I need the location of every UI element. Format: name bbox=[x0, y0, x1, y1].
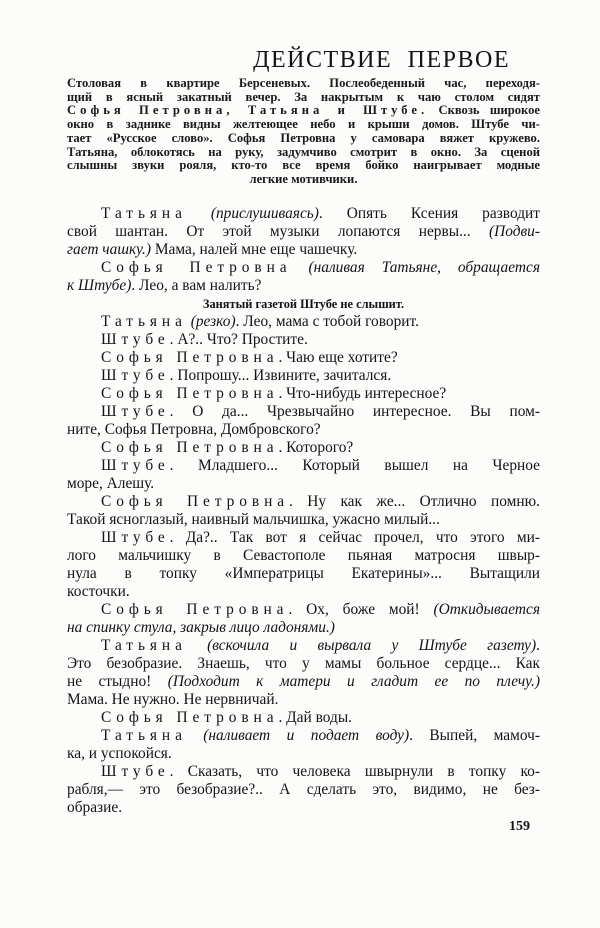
text: Такой ясноглазый, наивный мальчишка, ужасно милый... bbox=[67, 511, 440, 528]
text: щий в ясный закатный вечер. За накрытым к чаю столом сидят bbox=[67, 89, 540, 104]
text: не стыдно! bbox=[67, 673, 168, 690]
page-number: 159 bbox=[509, 819, 530, 834]
stage-remark: (Подходит к матери и гладит ее по плечу.) bbox=[167, 673, 540, 690]
text-line bbox=[67, 205, 540, 223]
speaker-name: Софья Петровна bbox=[101, 439, 279, 456]
speech-paragraph bbox=[67, 349, 540, 367]
text-line bbox=[67, 619, 540, 637]
speech-paragraph bbox=[67, 439, 540, 457]
text: . Выпей, мамоч- bbox=[409, 727, 540, 744]
text-line bbox=[67, 313, 540, 331]
text-line bbox=[67, 637, 540, 655]
speaker-name: Штубе bbox=[101, 403, 170, 420]
text: ка, и успокойся. bbox=[67, 745, 172, 762]
text-line bbox=[67, 367, 540, 385]
speaker-name: Штубе bbox=[101, 367, 170, 384]
text-line bbox=[67, 457, 540, 475]
text: рабля,— это безобразие?.. А сделать это, видимо, не без- bbox=[67, 781, 540, 798]
text: Мама, налей мне еще чашечку. bbox=[150, 241, 358, 258]
text-line bbox=[67, 781, 540, 799]
text-line bbox=[67, 709, 540, 727]
text-line bbox=[67, 745, 540, 763]
text: . Сказать, что человека швырнули в топку ко- bbox=[169, 763, 540, 780]
play-dialogue bbox=[67, 205, 540, 817]
text: . Лео, мама с тобой говорит. bbox=[235, 313, 419, 330]
speaker-name: Штубе bbox=[101, 529, 170, 546]
stage-direction-line bbox=[67, 104, 540, 118]
speech-paragraph bbox=[67, 367, 540, 385]
speech-paragraph bbox=[67, 385, 540, 403]
text-line bbox=[67, 259, 540, 277]
text-line bbox=[67, 583, 540, 601]
speaker-name: Софья Петровна bbox=[101, 601, 289, 618]
text: . Что-нибудь интересное? bbox=[278, 385, 447, 402]
stage-remark: (вскочила и вырвала у Штубе газету) bbox=[186, 637, 537, 654]
stage-remark: (Подви- bbox=[488, 223, 540, 240]
text: . Которого? bbox=[278, 439, 354, 456]
stage-remark: к Штубе) bbox=[67, 277, 132, 294]
speech-paragraph bbox=[67, 331, 540, 349]
text-line bbox=[67, 493, 540, 511]
stage-remark: на спинку стула, закрыв лицо ладонями.) bbox=[67, 619, 335, 636]
text: море, Алешу. bbox=[67, 475, 155, 492]
stage-direction-line bbox=[67, 118, 540, 132]
stage-remark: (наливает и подает воду) bbox=[186, 727, 410, 744]
speaker-name: Татьяна bbox=[101, 205, 187, 222]
text-line bbox=[67, 403, 540, 421]
text: Мама. Не нужно. Не нервничай. bbox=[67, 691, 279, 708]
text: образие. bbox=[67, 799, 123, 816]
text: . Дай воды. bbox=[278, 709, 353, 726]
text: Столовая в квартире Берсеневых. Послеобеденный час, переходя- bbox=[67, 76, 540, 90]
text: косточки. bbox=[67, 583, 130, 600]
speech-paragraph bbox=[67, 601, 540, 637]
speech-paragraph bbox=[67, 763, 540, 817]
text: . Чаю еще хотите? bbox=[278, 349, 398, 366]
speaker-name: Софья Петровна, Татьяна и Штубе. bbox=[67, 103, 429, 118]
stage-direction-line bbox=[67, 159, 540, 173]
speech-paragraph bbox=[67, 313, 540, 331]
text-line bbox=[67, 349, 540, 367]
text-line bbox=[67, 295, 540, 313]
text-line bbox=[67, 565, 540, 583]
text-line bbox=[67, 223, 540, 241]
text: свой шантан. От этой музыки лопаются нервы... bbox=[67, 223, 489, 240]
text-line bbox=[67, 763, 540, 781]
speaker-name: Татьяна bbox=[101, 727, 187, 744]
text: лого мальчишку в Севастополе пьяная матросня швыр- bbox=[67, 547, 540, 564]
text: . Попрошу... Извините, зачитался. bbox=[169, 367, 392, 384]
text: Это безобразие. Знаешь, что у мамы больное сердце... Как bbox=[67, 655, 540, 672]
speech-paragraph bbox=[67, 205, 540, 259]
speaker-name: Софья Петровна bbox=[101, 709, 279, 726]
text: . Да?.. Так вот я сейчас прочел, что этого ми- bbox=[169, 529, 540, 546]
stage-remark: гает чашку.) bbox=[67, 241, 151, 258]
text-line bbox=[67, 673, 540, 691]
act-title: ДЕЙСТВИЕ ПЕРВОЕ bbox=[253, 47, 510, 73]
speaker-name: Штубе bbox=[101, 763, 170, 780]
speaker-name: Штубе bbox=[101, 457, 170, 474]
text: нула в топку «Императрицы Екатерины»... Вытащили bbox=[67, 565, 540, 582]
text-line bbox=[67, 547, 540, 565]
text: . Младшего... Который вышел на Черное bbox=[169, 457, 540, 474]
speech-paragraph bbox=[67, 259, 540, 295]
stage-direction-line bbox=[67, 132, 540, 146]
text: . О да... Чрезвычайно интересное. Вы пом- bbox=[169, 403, 540, 420]
text: окно в заднике видны желтеющее небо и крыши домов. Штубе чи- bbox=[67, 117, 540, 132]
text: ните, Софья Петровна, Домбровского? bbox=[67, 421, 321, 438]
text: легкие мотивчики. bbox=[249, 171, 358, 186]
text-line bbox=[67, 691, 540, 709]
stage-remark: (Откидывается bbox=[433, 601, 540, 618]
stage-remark: (резко) bbox=[186, 313, 236, 330]
speaker-name: Софья Петровна bbox=[101, 259, 292, 276]
text: . Ну как же... Отлично помню. bbox=[289, 493, 540, 510]
opening-stage-direction bbox=[67, 77, 540, 187]
text-line bbox=[67, 529, 540, 547]
speech-paragraph bbox=[67, 403, 540, 439]
speech-paragraph bbox=[67, 493, 540, 529]
speaker-name: Татьяна bbox=[101, 313, 187, 330]
stage-direction-line bbox=[67, 91, 540, 105]
text: . Опять Ксения разводит bbox=[318, 205, 540, 222]
text-line bbox=[67, 799, 540, 817]
text: тает «Русское слово». Софья Петровна у самовара вяжет кружево. bbox=[67, 130, 540, 145]
speech-paragraph bbox=[67, 637, 540, 709]
text: Занятый газетой Штубе не слышит. bbox=[202, 297, 405, 311]
speech-paragraph bbox=[67, 529, 540, 601]
speaker-name: Софья Петровна bbox=[101, 349, 279, 366]
text: Татьяна, облокотясь на руку, задумчиво смотрит в окно. За сценой bbox=[67, 144, 540, 159]
text: . Лео, а вам налить? bbox=[131, 277, 262, 294]
text: Сквозь широкое bbox=[428, 103, 540, 118]
speech-paragraph bbox=[67, 709, 540, 727]
stage-remark: (наливая Татьяне, обращается bbox=[291, 259, 540, 276]
stage-direction-line bbox=[67, 77, 540, 91]
text-line bbox=[67, 601, 540, 619]
speaker-name: Штубе bbox=[101, 331, 170, 348]
stage-direction-line bbox=[67, 146, 540, 160]
speech-paragraph bbox=[67, 457, 540, 493]
speech-paragraph bbox=[67, 727, 540, 763]
text-line bbox=[67, 385, 540, 403]
text: . Ох, боже мой! bbox=[288, 601, 434, 618]
stage-direction-line bbox=[67, 173, 540, 187]
speaker-name: Софья Петровна bbox=[101, 385, 279, 402]
text-line bbox=[67, 511, 540, 529]
text-line bbox=[67, 331, 540, 349]
text: . А?.. Что? Простите. bbox=[169, 331, 308, 348]
stage-direction bbox=[67, 295, 540, 313]
stage-remark: (прислушиваясь) bbox=[186, 205, 319, 222]
text: . bbox=[536, 637, 540, 654]
text-line bbox=[67, 727, 540, 745]
text-line bbox=[67, 655, 540, 673]
text-line bbox=[67, 439, 540, 457]
text-line bbox=[67, 421, 540, 439]
text-line bbox=[67, 241, 540, 259]
text-line bbox=[67, 277, 540, 295]
text-line bbox=[67, 475, 540, 493]
text: слышны звуки рояля, кто-то все время бойко наигрывает модные bbox=[67, 158, 540, 173]
speaker-name: Татьяна bbox=[101, 637, 187, 654]
speaker-name: Софья Петровна bbox=[101, 493, 289, 510]
